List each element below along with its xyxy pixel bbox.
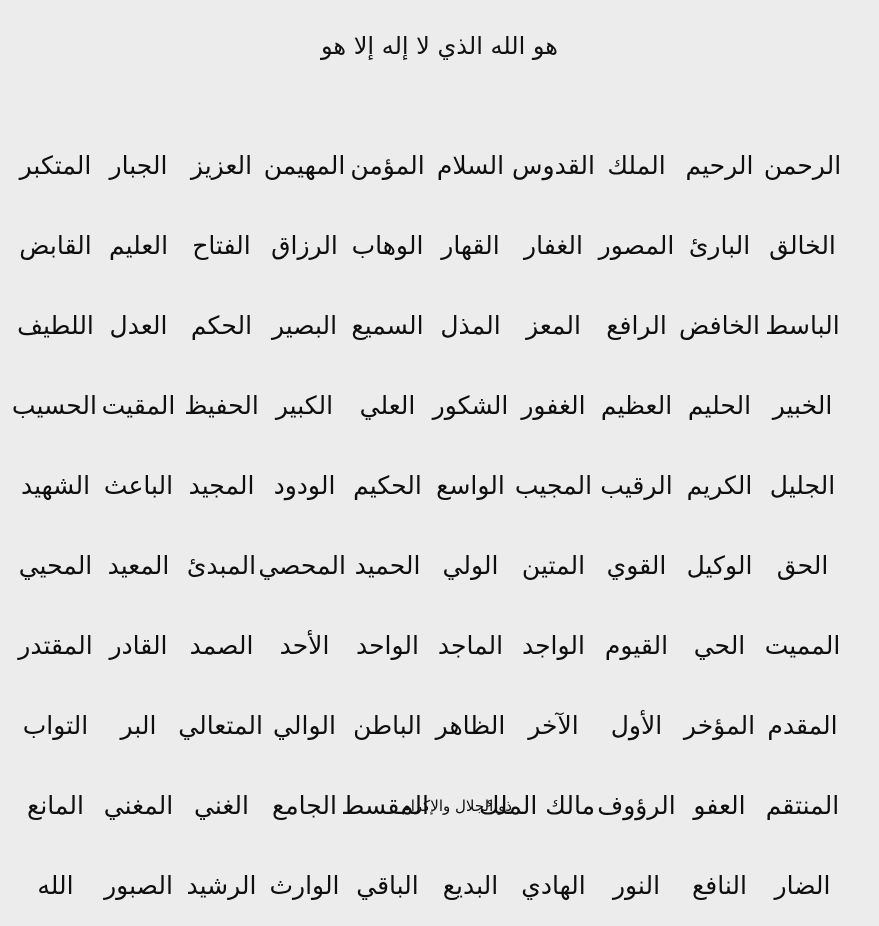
- divine-name: الواحد: [355, 631, 419, 660]
- divine-name: الغفور: [521, 391, 586, 420]
- divine-name: المقسط: [341, 791, 429, 820]
- divine-name: الجامع: [271, 791, 337, 820]
- divine-name: المؤخر: [683, 711, 756, 740]
- divine-name: الفتاح: [192, 231, 251, 260]
- divine-name: المغني: [103, 791, 174, 820]
- divine-name: البصير: [271, 311, 338, 340]
- divine-name: القادر: [109, 631, 168, 660]
- divine-name: القهار: [441, 231, 500, 260]
- divine-name: القدوس: [512, 151, 595, 180]
- divine-name: الغني: [193, 791, 249, 820]
- divine-name: المانع: [27, 791, 84, 820]
- divine-name: التواب: [22, 711, 89, 740]
- divine-name: الصمد: [189, 631, 254, 660]
- divine-name: القوي: [606, 551, 667, 580]
- divine-name: العظيم: [600, 391, 673, 420]
- divine-name: الحق: [776, 551, 829, 580]
- divine-name: الرافع: [606, 311, 667, 340]
- names-grid: [11, 126, 844, 926]
- divine-name: الخافض: [679, 311, 760, 340]
- divine-name: الحليم: [687, 391, 752, 420]
- divine-name: البديع: [442, 871, 499, 900]
- divine-name: المجيب: [514, 471, 593, 500]
- names-row: [14, 446, 844, 526]
- divine-name: الوكيل: [686, 551, 753, 580]
- divine-name: الشهيد: [20, 471, 91, 500]
- divine-name: المتين: [521, 551, 586, 580]
- divine-name: الحكيم: [353, 471, 422, 500]
- divine-name: الماجد: [437, 631, 504, 660]
- page-title: هو الله الذي لا إله إلا هو: [321, 32, 558, 60]
- divine-name: الصبور: [104, 871, 173, 900]
- divine-name: الله: [37, 871, 74, 900]
- divine-name: الحي: [693, 631, 746, 660]
- divine-name: الحفيظ: [184, 391, 259, 420]
- divine-name: الرقيب: [600, 471, 673, 500]
- divine-name: الملك: [607, 151, 666, 180]
- divine-name: الغفار: [524, 231, 583, 260]
- divine-name: المقدم: [767, 711, 838, 740]
- divine-name: الواسع: [436, 471, 505, 500]
- names-row: [14, 126, 844, 206]
- names-row: [11, 366, 844, 446]
- divine-name: الحسيب: [11, 391, 97, 420]
- divine-name: المعيد: [107, 551, 170, 580]
- divine-name: الضار: [774, 871, 831, 900]
- divine-name: العليم: [108, 231, 169, 260]
- divine-name: المتكبر: [19, 151, 92, 180]
- divine-name: الأول: [610, 711, 663, 740]
- divine-name: المصور: [598, 231, 675, 260]
- divine-name: الظاهر: [435, 711, 506, 740]
- divine-name: المحصي: [258, 551, 346, 580]
- divine-name: الباقي: [356, 871, 419, 900]
- divine-name: الرؤوف: [597, 791, 676, 820]
- divine-name: الرشيد: [186, 871, 257, 900]
- names-row: [14, 526, 844, 606]
- divine-name: المقيت: [101, 391, 176, 420]
- divine-name: المهيمن: [263, 151, 346, 180]
- divine-name: الواجد: [521, 631, 585, 660]
- divine-name: مالك الملك: [478, 791, 595, 820]
- names-row: [14, 206, 844, 286]
- divine-name: الرزاق: [271, 231, 338, 260]
- divine-name: الكبير: [275, 391, 334, 420]
- divine-name: العدل: [109, 311, 168, 340]
- divine-name: المؤمن: [350, 151, 425, 180]
- divine-name: النور: [612, 871, 661, 900]
- divine-name: اللطيف: [17, 311, 94, 340]
- divine-name: الحكم: [190, 311, 253, 340]
- divine-name: المبدئ: [186, 551, 257, 580]
- divine-name: القابض: [19, 231, 92, 260]
- divine-name: الوالي: [273, 711, 336, 740]
- divine-name: البر: [120, 711, 157, 740]
- divine-name: الرحيم: [685, 151, 754, 180]
- divine-name: الباسط: [765, 311, 840, 340]
- divine-name: المذل: [440, 311, 501, 340]
- divine-name: الوارث: [269, 871, 340, 900]
- divine-name: الخالق: [769, 231, 836, 260]
- divine-name: القيوم: [604, 631, 669, 660]
- names-row: [14, 286, 844, 366]
- divine-name: العزيز: [190, 151, 253, 180]
- divine-name: النافع: [692, 871, 747, 900]
- divine-name: العلي: [359, 391, 416, 420]
- divine-name: المقتدر: [18, 631, 93, 660]
- divine-name: الرحمن: [763, 151, 842, 180]
- divine-name: المعز: [526, 311, 581, 340]
- divine-name: السميع: [351, 311, 424, 340]
- divine-name: الوهاب: [351, 231, 424, 260]
- divine-name: الحميد: [354, 551, 421, 580]
- divine-name: الجبار: [109, 151, 168, 180]
- divine-name: الكريم: [686, 471, 753, 500]
- divine-name: العفو: [693, 791, 746, 820]
- names-row: [14, 846, 844, 926]
- divine-name: الآخر: [528, 711, 579, 740]
- divine-name: الأحد: [279, 631, 330, 660]
- divine-name: الجليل: [769, 471, 836, 500]
- divine-name: الودود: [273, 471, 336, 500]
- divine-name: البارئ: [688, 231, 751, 260]
- divine-name: الخبير: [772, 391, 833, 420]
- divine-name: المنتقم: [765, 791, 840, 820]
- names-row: [14, 686, 844, 766]
- divine-name: المحيي: [18, 551, 93, 580]
- divine-name: ذو الجلال والإكرام: [401, 797, 512, 815]
- names-row: [14, 606, 844, 686]
- divine-name: الولي: [442, 551, 499, 580]
- divine-name: الباطن: [353, 711, 422, 740]
- divine-name: الشكور: [432, 391, 509, 420]
- divine-name: المميت: [764, 631, 841, 660]
- names-row: [14, 766, 844, 846]
- divine-name: المجيد: [188, 471, 255, 500]
- divine-name: السلام: [436, 151, 505, 180]
- divine-name: المتعالي: [178, 711, 263, 740]
- divine-name: الهادي: [521, 871, 586, 900]
- divine-name: الباعث: [103, 471, 174, 500]
